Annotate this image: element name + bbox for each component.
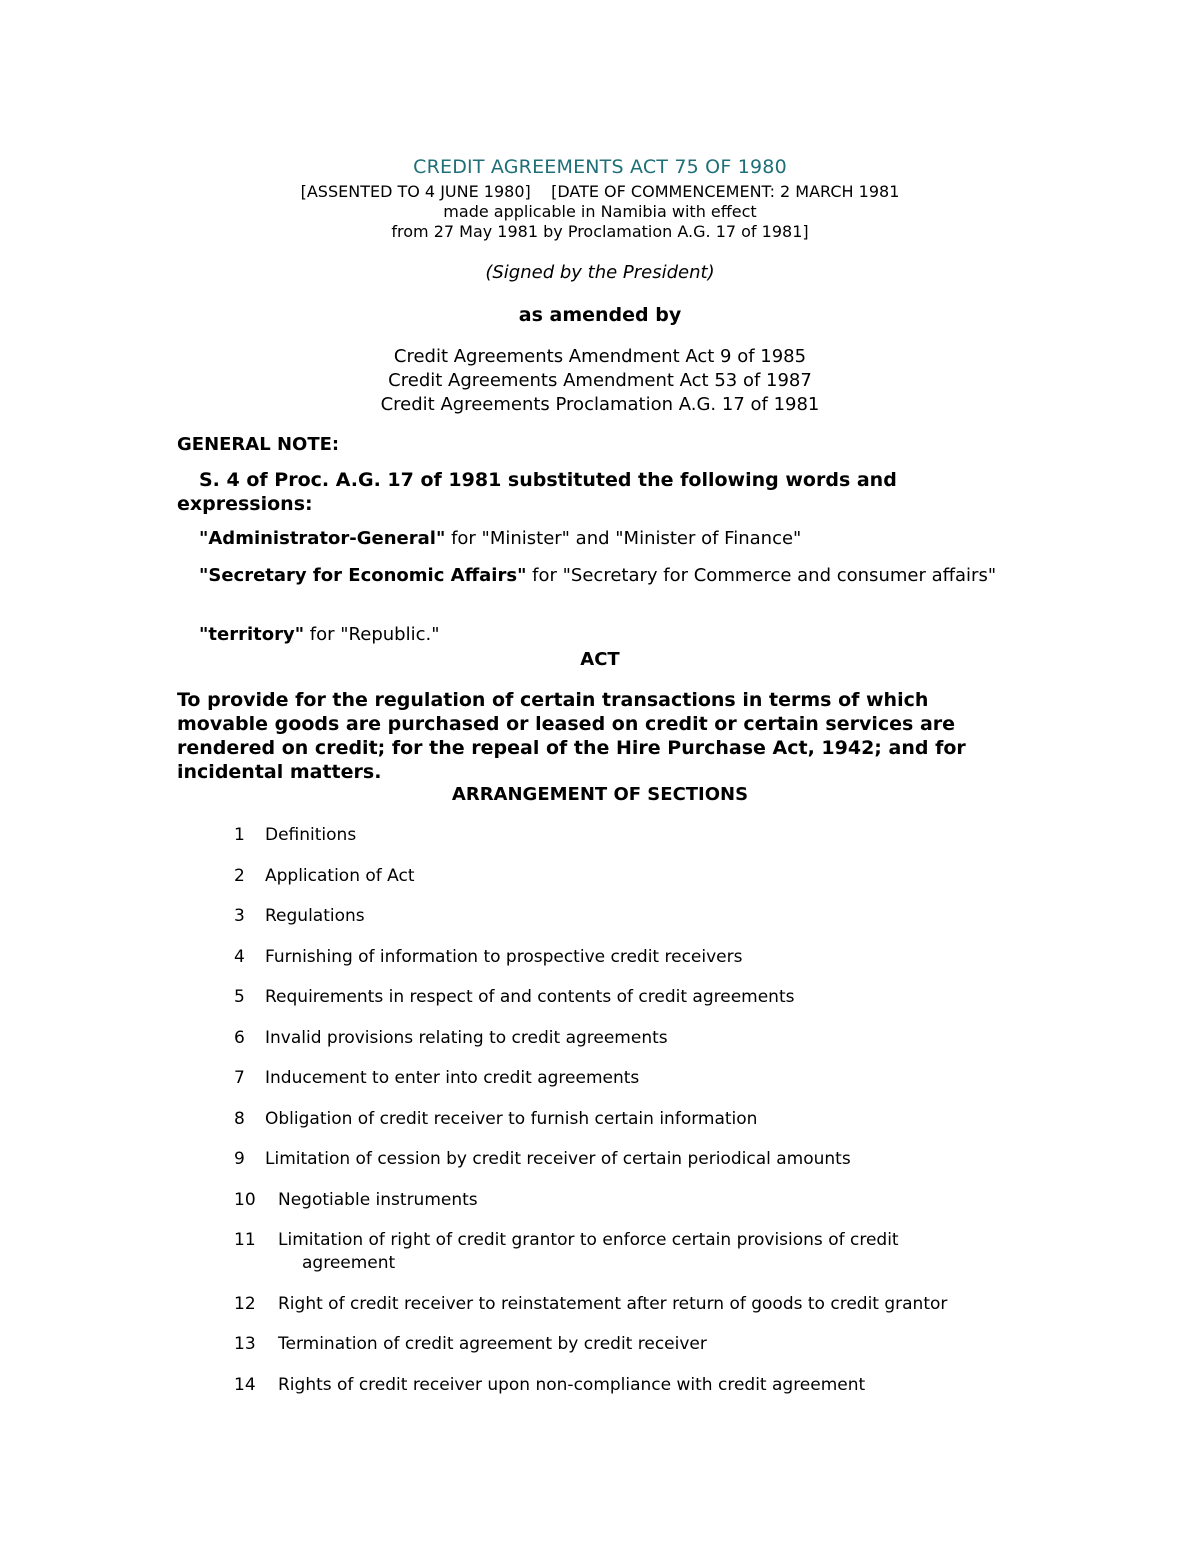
section-item (234, 824, 1034, 847)
section-number: 13 (234, 1334, 256, 1354)
section-title-continued: agreement (302, 1253, 396, 1273)
section-number: 1 (234, 825, 245, 845)
section-number: 8 (234, 1108, 245, 1129)
section-title: Invalid provisions relating to credit agreements (265, 1027, 668, 1048)
arrangement-heading: ARRANGEMENT OF SECTIONS (451, 784, 749, 805)
general-note-text: S. 4 of Proc. A.G. 17 of 1981 substituted the following words and expressions: (177, 469, 897, 515)
assent-line: [ASSENTED TO 4 JUNE 1980] [DATE OF COMMENCEMENT: 2 MARCH 1981 (300, 182, 900, 201)
section-title: Limitation of cession by credit receiver of certain periodical amounts (265, 1149, 851, 1169)
section-number: 11 (234, 1230, 256, 1250)
section-number: 7 (234, 1068, 245, 1088)
section-title: Obligation of credit receiver to furnish certain information (265, 1108, 758, 1129)
assent-block (0, 182, 1200, 242)
section-number: 14 (234, 1374, 256, 1395)
section-item (234, 1067, 1034, 1090)
section-item (234, 1108, 1034, 1131)
section-item (234, 1027, 1034, 1050)
section-item (234, 905, 1034, 928)
assent-line: made applicable in Namibia with effect (443, 202, 757, 221)
amendment-item: Credit Agreements Proclamation A.G. 17 of 1981 (380, 394, 820, 415)
section-number: 10 (234, 1189, 256, 1210)
section-number: 4 (234, 946, 245, 967)
section-item (234, 1189, 1034, 1212)
section-item (234, 1148, 1034, 1171)
signed-note: (Signed by the President) (485, 262, 715, 283)
section-title: Negotiable instruments (278, 1189, 478, 1210)
section-item (234, 1229, 1034, 1275)
section-number: 3 (234, 906, 245, 926)
section-number: 9 (234, 1149, 245, 1169)
substitution-rest: for "Minister" and "Minister of Finance" (445, 528, 802, 549)
section-title: Rights of credit receiver upon non-compliance with credit agreement (278, 1374, 866, 1395)
section-number: 5 (234, 987, 245, 1007)
section-title-wrap (278, 1229, 899, 1275)
section-number: 12 (234, 1293, 256, 1314)
section-item (234, 986, 1034, 1009)
substitution-term: "Secretary for Economic Affairs" (199, 565, 527, 586)
section-title: Inducement to enter into credit agreements (265, 1068, 640, 1088)
section-title: Requirements in respect of and contents of credit agreements (265, 987, 795, 1007)
section-item (234, 946, 1034, 969)
act-title: CREDIT AGREEMENTS ACT 75 OF 1980 (413, 156, 787, 178)
act-label: ACT (580, 649, 620, 670)
section-item (234, 1293, 1034, 1316)
amendment-list (0, 345, 1200, 417)
amended-heading: as amended by (518, 304, 682, 326)
amendment-item: Credit Agreements Amendment Act 9 of 1985 (393, 346, 807, 367)
substitution-rest: for "Secretary for Commerce and consumer affairs" (526, 565, 997, 586)
substitution-item (177, 527, 1007, 550)
assent-line: from 27 May 1981 by Proclamation A.G. 17 of 1981] (391, 222, 809, 241)
section-title: Furnishing of information to prospective credit receivers (265, 946, 743, 967)
section-number: 2 (234, 865, 245, 886)
section-item (234, 865, 1034, 888)
substitution-item (177, 564, 1007, 587)
long-title: To provide for the regulation of certain transactions in terms of which movable goods are purchased or leased on credit or certain services are rendered on credit; for the repeal of the Hire Purchase Act, 1942; and for incidental matters. (177, 689, 966, 783)
section-title: Right of credit receiver to reinstatement after return of goods to credit grantor (278, 1293, 948, 1314)
section-title: Limitation of right of credit grantor to enforce certain provisions of credit (278, 1230, 899, 1250)
section-item (234, 1333, 1034, 1356)
section-title: Termination of credit agreement by credit receiver (278, 1334, 707, 1354)
section-title: Definitions (265, 825, 357, 845)
section-title: Regulations (265, 906, 365, 926)
amendment-item: Credit Agreements Amendment Act 53 of 1987 (388, 370, 812, 391)
substitution-rest: for "Republic." (304, 624, 440, 645)
section-number: 6 (234, 1027, 245, 1048)
substitution-term: "Administrator-General" (199, 528, 446, 549)
substitution-item (177, 623, 1007, 646)
section-title: Application of Act (265, 865, 415, 886)
sections-list (234, 824, 1034, 1414)
general-note-heading: GENERAL NOTE: (177, 434, 340, 455)
substitution-term: "territory" (199, 624, 305, 645)
section-item (234, 1374, 1034, 1397)
